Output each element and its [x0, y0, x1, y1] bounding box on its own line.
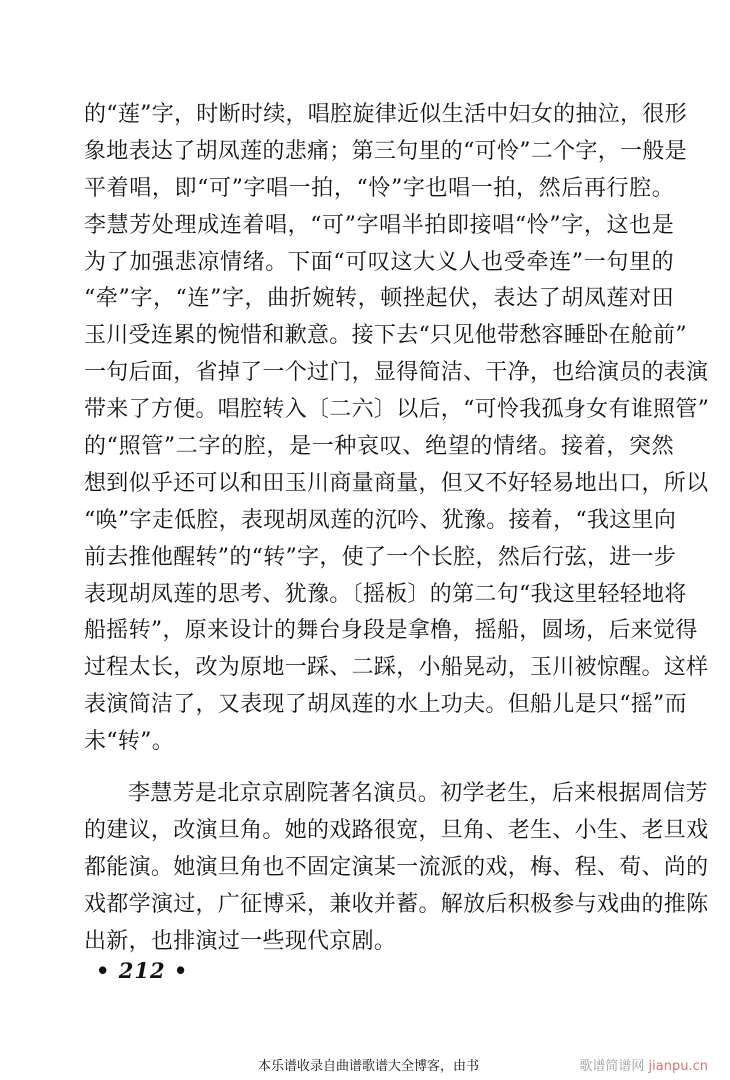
text-line: 玉川受连累的惋惜和歉意。接下去“只见他带愁容睡卧在舱前” — [84, 323, 687, 349]
text-line: 带来了方便。唱腔转入〔二六〕以后，“可怜我孤身女有谁照管” — [84, 397, 710, 423]
text-line: 船摇转”，原来设计的舞台身段是拿橹，摇船，圆场，后来觉得 — [84, 618, 698, 644]
text-line: 前去推他醒转”的“转”字，使了一个长腔，然后行弦，进一步 — [84, 544, 677, 570]
watermark-site-name: 歌谱简谱网 — [579, 1059, 645, 1074]
page-number: • 212 • — [96, 958, 189, 983]
text-line: 为了加强悲凉情绪。下面“可叹这大义人也受牵连”一句里的 — [84, 249, 674, 275]
footer-source-note: 本乐谱收录自曲谱歌谱大全博客，由书 — [258, 1059, 480, 1074]
text-line: 表演简洁了，又表现了胡凤莲的水上功夫。但船儿是只“摇”而 — [84, 692, 687, 718]
text-line: 表现胡凤莲的思考、犹豫。〔摇板〕的第二句“我这里轻轻地将 — [84, 581, 687, 607]
paragraph-1 — [84, 97, 710, 761]
text-line: 出新，也排演过一些现代京剧。 — [84, 928, 397, 954]
text-line: 李慧芳处理成连着唱，“可”字唱半拍即接唱“怜”字，这也是 — [84, 212, 674, 238]
text-line: 李慧芳是北京京剧院著名演员。初学老生，后来根据周信芳 — [128, 781, 708, 807]
paragraph-2 — [84, 776, 709, 960]
text-line: 都能演。她演旦角也不固定演某一流派的戏，梅、程、荀、尚的 — [84, 854, 709, 880]
text-line: “牵”字，“连”字，曲折婉转，顿挫起伏，表达了胡凤莲对田 — [84, 286, 674, 312]
text-line: 的“莲”字，时断时续，唱腔旋律近似生活中妇女的抽泣，很形 — [84, 102, 687, 127]
text-line: 过程太长，改为原地一踩、二踩，小船晃动，玉川被惊醒。这样 — [84, 655, 709, 681]
text-line: 戏都学演过，广征博采，兼收并蓄。解放后积极参与戏曲的推陈 — [84, 891, 709, 917]
text-line: 象地表达了胡凤莲的悲痛；第三句里的“可怜”二个字，一般是 — [84, 138, 687, 164]
text-line: 平着唱，即“可”字唱一拍，“怜”字也唱一拍，然后再行腔。 — [84, 175, 674, 201]
site-watermark — [579, 1055, 708, 1074]
body-text — [84, 97, 710, 960]
text-line: 想到似乎还可以和田玉川商量商量，但又不好轻易地出口，所以 — [84, 470, 709, 496]
text-line: 的建议，改演旦角。她的戏路很宽，旦角、老生、小生、老旦戏 — [84, 817, 709, 843]
text-line: 一句后面，省掉了一个过门，显得简洁、干净，也给演员的表演 — [84, 360, 709, 386]
watermark-domain: jianpu.cn — [648, 1059, 708, 1074]
text-line: “唤”字走低腔，表现胡凤莲的沉吟、犹豫。接着，“我这里向 — [84, 507, 677, 533]
text-line: 的“照管”二字的腔，是一种哀叹、绝望的情绪。接着，突然 — [84, 434, 674, 460]
text-line: 未“转”。 — [84, 729, 174, 755]
